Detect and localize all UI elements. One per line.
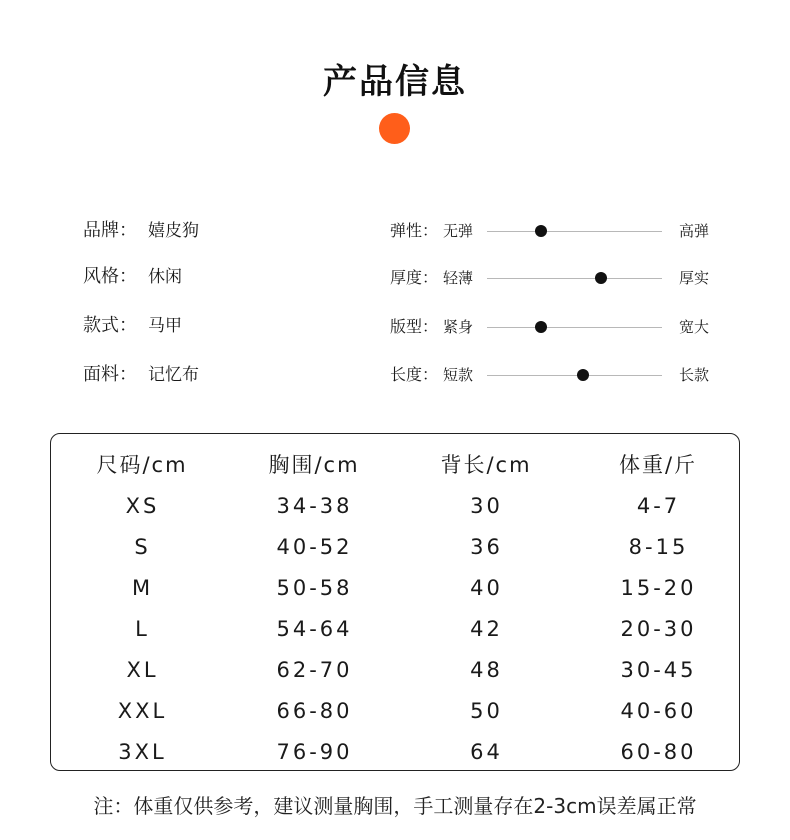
table-cell: 66-80 (276, 699, 353, 723)
table-cell: 40-52 (276, 535, 353, 559)
table-cell: S (134, 535, 151, 559)
table-row (51, 574, 739, 602)
table-cell: 15-20 (620, 576, 697, 600)
attribute-label: 款式： (83, 315, 137, 336)
table-cell: 40 (470, 576, 503, 600)
slider-row-length (0, 363, 790, 387)
table-cell: XL (126, 658, 159, 682)
slider-knob (595, 272, 607, 284)
accent-dot (379, 113, 410, 144)
slider-min-label: 轻薄 (443, 269, 474, 287)
table-row (51, 656, 739, 684)
slider-min-label: 短款 (443, 366, 474, 384)
table-cell: 42 (470, 617, 503, 641)
slider-knob (535, 225, 547, 237)
slider-row-fit (0, 315, 790, 339)
table-header-cell: 背长/cm (440, 453, 532, 477)
table-row (51, 533, 739, 561)
slider-track (487, 278, 662, 279)
attribute-value: 记忆布 (148, 365, 199, 385)
table-cell: 50-58 (276, 576, 353, 600)
slider-label: 版型： (390, 317, 439, 336)
size-note: 注：体重仅供参考，建议测量胸围，手工测量存在2-3cm误差属正常 (93, 794, 697, 818)
page-title: 产品信息 (323, 62, 467, 102)
table-row (51, 697, 739, 725)
table-cell: 64 (470, 740, 503, 764)
table-cell: 40-60 (620, 699, 697, 723)
slider-knob (535, 321, 547, 333)
slider-max-label: 长款 (679, 366, 710, 384)
attribute-label: 面料： (83, 364, 137, 385)
table-row (51, 492, 739, 520)
table-cell: 48 (470, 658, 503, 682)
slider-max-label: 宽大 (679, 318, 710, 336)
slider-max-label: 厚实 (679, 269, 710, 287)
table-cell: 20-30 (620, 617, 697, 641)
table-cell: 60-80 (620, 740, 697, 764)
table-cell: 36 (470, 535, 503, 559)
attribute-value: 嬉皮狗 (148, 221, 199, 241)
table-cell: 4-7 (636, 494, 681, 518)
slider-knob (577, 369, 589, 381)
table-header-cell: 体重/斤 (618, 453, 698, 477)
slider-label: 弹性： (390, 221, 439, 240)
slider-track (487, 231, 662, 232)
table-cell: L (135, 617, 150, 641)
slider-min-label: 紧身 (443, 318, 474, 336)
size-table (50, 433, 740, 771)
table-cell: 54-64 (276, 617, 353, 641)
attribute-label: 风格： (83, 266, 137, 287)
table-cell: 62-70 (276, 658, 353, 682)
table-cell: 3XL (118, 740, 167, 764)
slider-row-thickness (0, 266, 790, 290)
slider-min-label: 无弹 (443, 222, 474, 240)
slider-track (487, 327, 662, 328)
table-cell: 30-45 (620, 658, 697, 682)
table-cell: 50 (470, 699, 503, 723)
attribute-value: 休闲 (148, 267, 182, 287)
table-header-cell: 胸围/cm (268, 453, 360, 477)
table-cell: 34-38 (276, 494, 353, 518)
table-cell: 8-15 (628, 535, 689, 559)
table-cell: XXL (117, 699, 168, 723)
table-row (51, 615, 739, 643)
table-cell: 30 (470, 494, 503, 518)
table-row (51, 738, 739, 766)
table-cell: 76-90 (276, 740, 353, 764)
table-header-row (51, 451, 739, 479)
slider-max-label: 高弹 (679, 222, 710, 240)
slider-track (487, 375, 662, 376)
attribute-label: 品牌： (83, 220, 137, 241)
attribute-value: 马甲 (148, 316, 182, 336)
table-cell: XS (125, 494, 160, 518)
slider-label: 长度： (390, 365, 439, 384)
slider-row-elasticity (0, 219, 790, 243)
slider-label: 厚度： (390, 268, 439, 287)
table-header-cell: 尺码/cm (96, 453, 188, 477)
table-cell: M (131, 576, 154, 600)
